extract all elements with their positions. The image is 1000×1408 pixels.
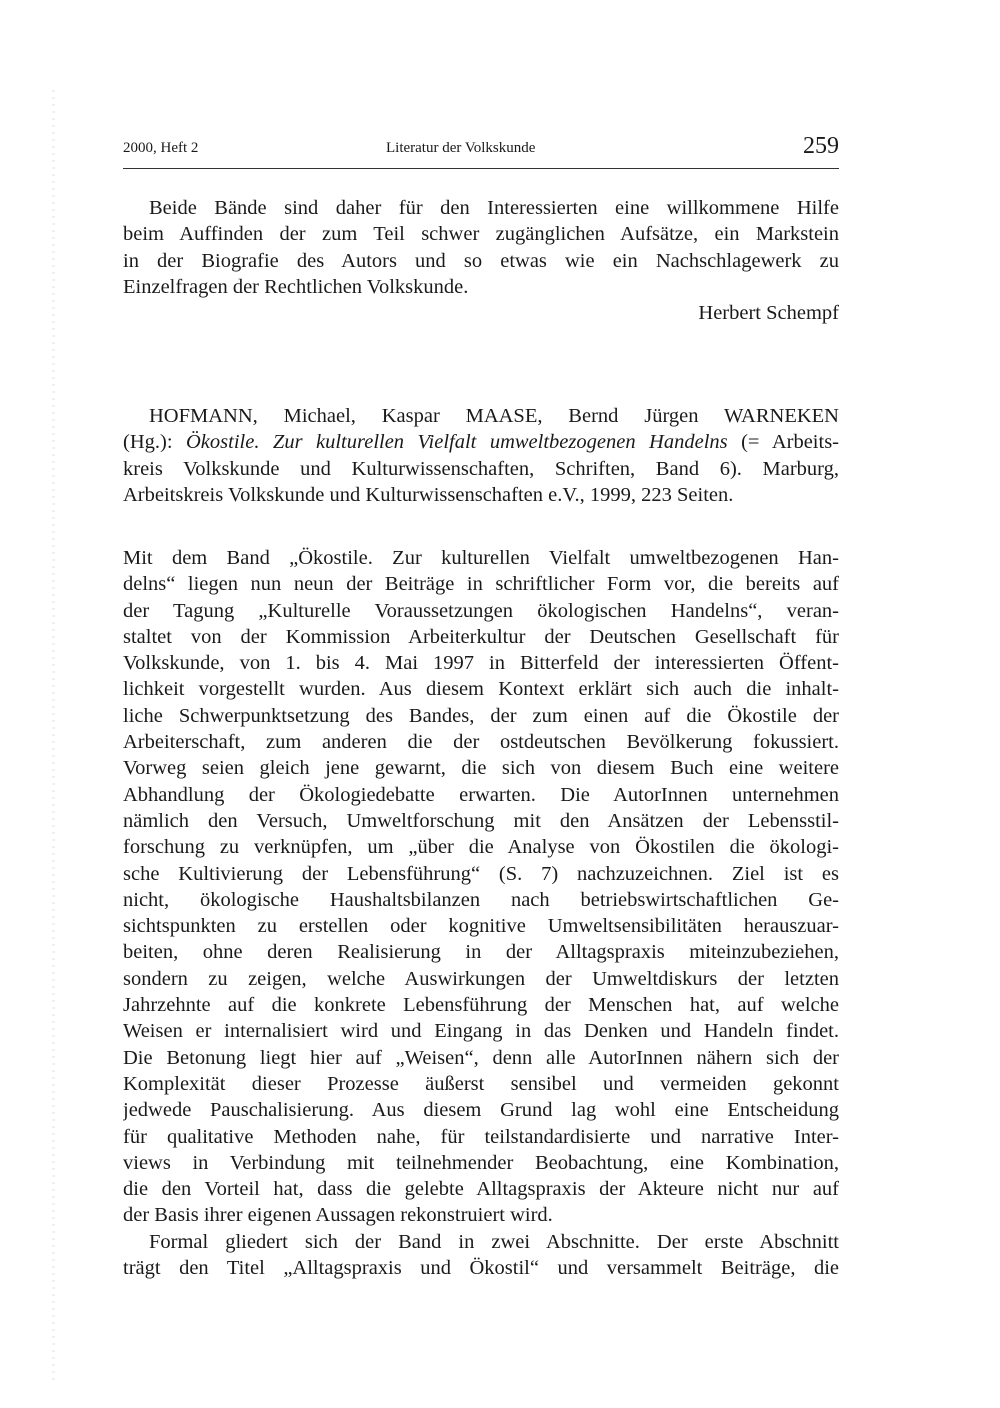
page-number: 259 (803, 133, 839, 159)
text-line: liche Schwerpunktsetzung des Bandes, der zum einen auf die Ökostile der (123, 704, 839, 727)
text-line: Vorweg seien gleich jene gewarnt, die sich von diesem Buch eine weitere (123, 757, 839, 780)
scan-edge-artifact (52, 90, 55, 1380)
text-line: views in Verbindung mit teilnehmender Beobachtung, eine Kombination, (123, 1151, 839, 1174)
text-line: Einzelfragen der Rechtlichen Volkskunde. (123, 275, 469, 298)
text-line: Arbeitskreis Volkskunde und Kulturwissenschaften e.V., 1999, 223 Seiten. (123, 483, 734, 506)
text-line: Formal gliedert sich der Band in zwei Abschnitte. Der erste Abschnitt (149, 1230, 839, 1253)
text-line: Jahrzehnte auf die konkrete Lebensführung der Menschen hat, auf welche (123, 994, 839, 1017)
text-line: delns“ liegen nun neun der Beiträge in schriftlicher Form vor, die bereits auf (123, 573, 839, 596)
text-line: Abhandlung der Ökologiedebatte erwarten. Die AutorInnen unternehmen (123, 783, 839, 806)
text-line: Die Betonung liegt hier auf „Weisen“, denn alle AutorInnen nähern sich der (123, 1046, 839, 1069)
text-line: der Basis ihrer eigenen Aussagen rekonstruiert wird. (123, 1204, 553, 1227)
text-line: für qualitative Methoden nahe, für teilstandardisierte und narrative Inter- (123, 1125, 839, 1148)
book-citation (123, 403, 839, 508)
text-line: staltet von der Kommission Arbeiterkultur der Deutschen Gesellschaft für (123, 625, 839, 648)
text-line: nicht, ökologische Haushaltsbilanzen nach betriebswirtschaftlichen Ge- (123, 888, 839, 911)
text-line: in der Biografie des Autors und so etwas wie ein Nachschlagewerk zu (123, 249, 839, 272)
text-line: Volkskunde, von 1. bis 4. Mai 1997 in Bitterfeld der interessierten Öffent- (123, 652, 839, 675)
text-line: jedwede Pauschalisierung. Aus diesem Grund lag wohl eine Entscheidung (123, 1099, 839, 1122)
text-line: beim Auffinden der zum Teil schwer zugänglichen Aufsätze, ein Markstein (123, 223, 839, 246)
review-body (123, 545, 839, 1281)
issue-label: 2000, Heft 2 (123, 140, 199, 156)
text-line: Mit dem Band „Ökostile. Zur kulturellen Vielfalt umweltbezogenen Han- (123, 547, 839, 569)
section-title: Literatur der Volkskunde (386, 140, 536, 156)
citation-title-line: (Hg.): Ökostile. Zur kulturellen Vielfalt umweltbezogenen Handelns (= Arbeits- (123, 431, 839, 454)
text-line: der Tagung „Kulturelle Voraussetzungen ökologischen Handelns“, veran- (123, 599, 839, 622)
text-line: Komplexität dieser Prozesse äußerst sensibel und vermeiden gekonnt (123, 1072, 839, 1095)
text-line: kreis Volkskunde und Kulturwissenschaften, Schriften, Band 6). Marburg, (123, 457, 839, 480)
running-header (123, 134, 839, 169)
reviewer-signature: Herbert Schempf (698, 302, 839, 325)
citation-authors: HOFMANN, Michael, Kaspar MAASE, Bernd Jürgen WARNEKEN (149, 405, 839, 427)
text-line: Weisen er internalisiert wird und Eingang in das Denken und Handeln findet. (123, 1020, 839, 1043)
text-line: forschung zu verknüpfen, um „über die Analyse von Ökostilen die ökologi- (123, 836, 839, 859)
text-line: sche Kultivierung der Lebensführung“ (S. 7) nachzuzeichnen. Ziel ist es (123, 862, 839, 885)
text-line: sondern zu zeigen, welche Auswirkungen der Umweltdiskurs der letzten (123, 967, 839, 990)
text-line: beiten, ohne deren Realisierung in der Alltagspraxis miteinzubeziehen, (123, 941, 839, 964)
text-line: nämlich den Versuch, Umweltforschung mit den Ansätzen der Lebensstil- (123, 809, 839, 832)
text-line: sichtspunkten zu erstellen oder kognitive Umweltsensibilitäten herauszuar- (123, 915, 839, 938)
text-line: Arbeiterschaft, zum anderen die der ostdeutschen Bevölkerung fokussiert. (123, 731, 839, 754)
text-line: trägt den Titel „Alltagspraxis und Ökostil“ und versammelt Beiträge, die (123, 1257, 839, 1280)
text-line: Beide Bände sind daher für den Interessierten eine willkommene Hilfe (149, 197, 839, 219)
text-line: lichkeit vorgestellt wurden. Aus diesem Kontext erklärt sich auch die inhalt- (123, 678, 839, 701)
book-title: Ökostile. Zur kulturellen Vielfalt umweltbezogenen Handelns (186, 431, 728, 454)
previous-review-ending (123, 195, 839, 326)
text-line: die den Vorteil hat, dass die gelebte Alltagspraxis der Akteure nicht nur auf (123, 1178, 839, 1201)
